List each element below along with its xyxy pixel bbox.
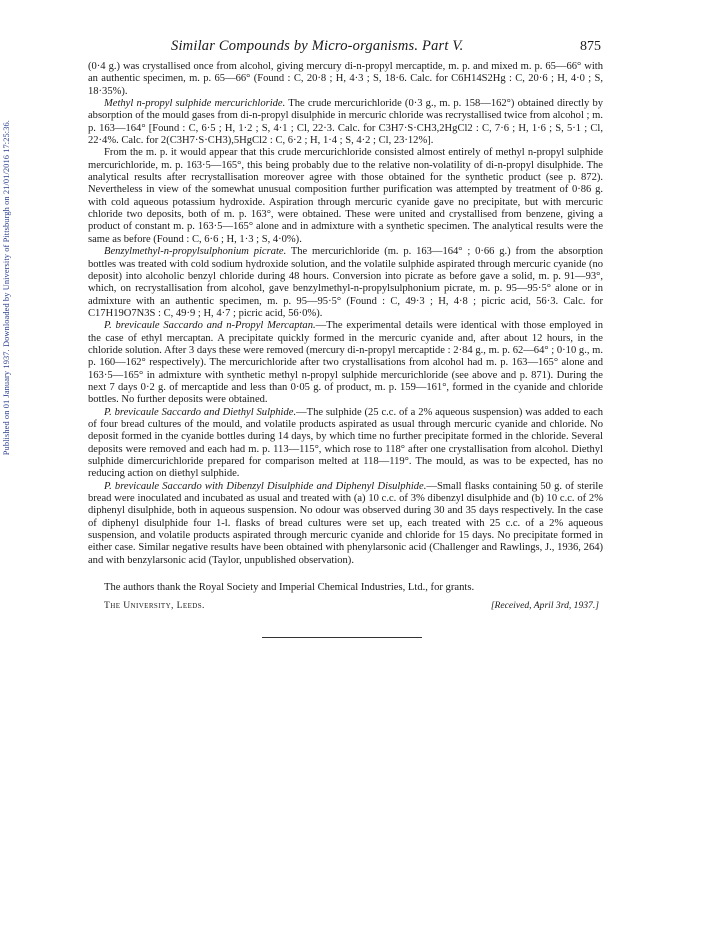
paragraph: [88, 320, 603, 406]
affiliation: The University, Leeds.: [104, 600, 205, 612]
paragraph: [88, 147, 603, 246]
received-date: [Received, April 3rd, 1937.]: [490, 600, 599, 612]
paragraph-text: The mercurichloride (m. p. 163—164° ; 0·66 g.) from the absorption bottles was treated with cold sodium hydroxide solution, and the volatile sulphide aspirated through mercuric cyanide (no deposit) into alcoholic benzyl chloride during 48 hours. Conversion into picrate as before gave a solid, m. p. 91—93°, which, on recrystallisation from alcohol, gave benzylmethyl-n-propylsulphonium picrate, m. p. 95—95·5° alone or in admixture with an authentic specimen, m. p. 95—95·5° (Found : C, 49·3 ; H, 4·8 ; picric acid, 56·3. Calc. for C17H19O7N3S : C, 49·9 ; H, 4·7 ; picric acid, 56·0%).: [88, 246, 603, 319]
page-number: 875: [580, 39, 601, 54]
paragraph: [88, 246, 603, 320]
page: [88, 38, 603, 638]
running-title: Similar Compounds by Micro-organisms. Part V.: [171, 38, 464, 54]
footer-line: [88, 600, 603, 611]
acknowledgement: The authors thank the Royal Society and Imperial Chemical Industries, Ltd., for grants.: [104, 582, 475, 594]
paragraph: [88, 61, 603, 98]
article-body: [88, 61, 603, 567]
paragraph-heading: P. brevicaule Saccardo and n-Propyl Mercaptan.: [104, 320, 316, 332]
paragraph-text: The crude mercurichloride (0·3 g., m. p. 158—162°) obtained directly by absorption of the mould gases from di-n-propyl disulphide in mercuric chloride was recrystallised twice from alcohol ; m. p. 163—164° [Found : C, 6·5 ; H, 1·2 ; S, 4·1 ; Cl, 22·3. Calc. for C3H7·S·CH3,2HgCl2 : C, 7·6 ; H, 1·6 ; S, 5·1 ; Cl, 22·4%. Calc. for 2(C3H7·S·CH3),5HgCl2 : C, 6·2 ; H, 1·4 ; S, 4·2 ; Cl, 23·12%].: [88, 98, 604, 147]
publication-stamp: Published on 01 January 1937. Downloaded by University of Pittsburgh on 21/01/2016 17:25:36.: [2, 120, 11, 456]
paragraph: [88, 98, 603, 147]
paragraph-heading: P. brevicaule Saccardo and Diethyl Sulphide.: [104, 406, 297, 418]
paragraph-text: —The sulphide (25 c.c. of a 2% aqueous suspension) was added to each of four bread cultures of the mould, and volatile products aspirated as usual through mercuric cyanide and chloride. No deposit formed in the cyanide bottles during 14 days, by which time no further precipitate formed in the chloride. Several deposits were removed and each had m. p. 113—115°, which rose to 118° after one crystallisation from alcohol. Diethyl sulphide dimercurichloride prepared for comparison melted at 118—119°. The mould, as was to be expected, has no reducing action on diethyl sulphide.: [88, 406, 603, 480]
paragraph-text: (0·4 g.) was crystallised once from alcohol, giving mercury di-n-propyl mercaptide, m. p. and mixed m. p. 65—66° with an authentic specimen, m. p. 65—66° (Found : C, 20·8 ; H, 4·3 ; S, 18·6. Calc. for C6H14S2Hg : C, 20·6 ; H, 4·0 ; S, 18·35%).: [88, 61, 603, 97]
end-rule: [262, 637, 422, 638]
paragraph: [88, 407, 603, 481]
paragraph: [88, 481, 603, 567]
paragraph-text: From the m. p. it would appear that this crude mercurichloride consisted almost entirely of methyl n-propyl sulphide mercurichloride, m. p. 163·5—165°, this being probably due to the relative non-volatility of di-n-propyl disulphide. The analytical results after recrystallisation moreover agree with those obtained for the synthetic product (see p. 872). Nevertheless in view of the somewhat unusual composition further purification was attempted by treatment of 0·86 g. with cold aqueous potassium hydroxide. Aspiration through mercuric cyanide gave no precipitate, but with mercuric chloride two deposits, both of m. p. 163°, were obtained. These were united and crystallised from benzene, giving a product of constant m. p. 163·5—165° alone and in admixture with a synthetic specimen. The analytical results were the same as before (Found : C, 6·6 ; H, 1·3 ; S, 4·0%).: [88, 147, 603, 245]
paragraph-heading: Methyl n-propyl sulphide mercurichloride.: [104, 98, 286, 110]
paragraph-text: —The experimental details were identical with those employed in the case of ethyl mercaptan. A precipitate quickly formed in the mercuric cyanide and, after about 12 hours, in the chloride solution. After 3 days these were removed (mercury di-n-propyl mercaptide : 2·84 g., m. p. 62—64° ; 0·10 g., m. p. 160—162° respectively). The mercurichloride after two crystallisations from alcohol had m. p. 163—165° alone and 163·5—165° in admixture with synthetic methyl n-propyl sulphide mercurichloride (see above and p. 871). During the next 7 days 0·2 g. of mercaptide and less than 0·05 g. of product, m. p. 159—161°, formed in the cyanide and chloride bottles. No further deposits were obtained.: [88, 320, 604, 406]
page-header: [88, 38, 603, 55]
paragraph-heading: P. brevicaule Saccardo with Dibenzyl Disulphide and Diphenyl Disulphide.: [104, 480, 427, 492]
paragraph-text: —Small flasks containing 50 g. of sterile bread were inoculated and incubated as usual and treated with (a) 10 c.c. of 3% dibenzyl disulphide and (b) 10 c.c. of 2% diphenyl disulphide, both in aqueous suspension. No odour was observed during 30 and 35 days respectively. In the case of diphenyl disulphide four 1-l. flasks of bread cultures were set up, each treated with 25 c.c. of a 2% aqueous suspension, and volatile products aspirated through mercuric cyanide and chloride for 15 days. No precipitate formed in either case. Similar negative results have been obtained with phenylarsonic acid (Challenger and Rawlings, J., 1936, 264) and with benzylarsonic acid (Taylor, unpublished observation).: [88, 480, 603, 566]
paragraph-heading: Benzylmethyl-n-propylsulphonium picrate.: [104, 246, 287, 258]
